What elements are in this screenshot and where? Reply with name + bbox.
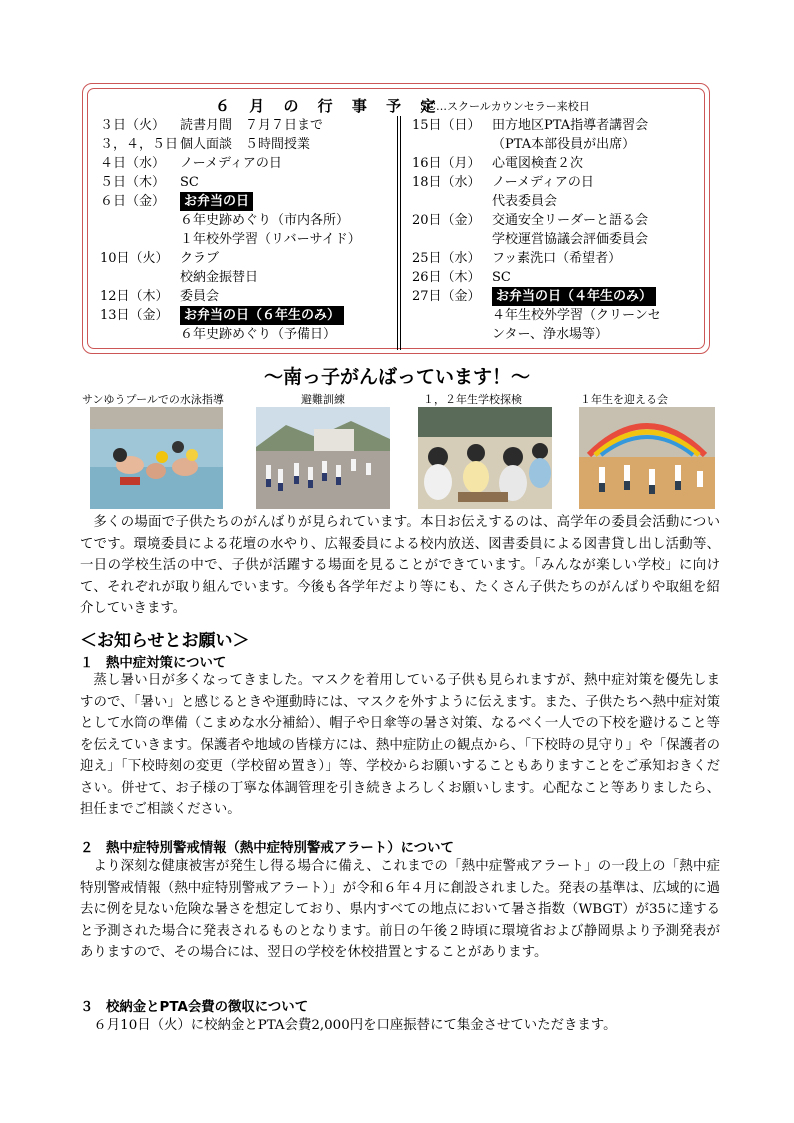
schedule-event: ノーメディアの日 xyxy=(180,156,282,171)
schedule-event: 読書月間 ７月７日まで xyxy=(180,118,324,133)
photo-evacuation xyxy=(256,407,390,509)
notice-1-number: １ xyxy=(80,656,94,671)
schedule-row xyxy=(100,173,392,192)
schedule-date: 12日（木） xyxy=(100,289,169,304)
schedule-event: ６年史跡めぐり（予備日） xyxy=(180,327,337,342)
schedule-row xyxy=(100,230,392,249)
notice-2-body: より深刻な健康被害が発生し得る場合に備え、これまでの「熱中症警戒アラート」の一段上の「熱中症特別警戒情報（熱中症特別警戒アラート）」が令和６年４月に創設されました。発表の基準は、広域的に過去に例を見ない危険な暑さを想定しており、県内すべての地点において暑さ指数（WBGT）が35に達すると予測された場合に発表されるものとなります。前日の午後２時頃に環境省および静岡県より予測発表がありますので、その場合には、翌日の学校を休校措置とすることがあります。 xyxy=(80,859,720,960)
schedule-event: １年校外学習（リバーサイド） xyxy=(180,232,361,247)
schedule-left-column xyxy=(100,116,392,344)
schedule-event: 校納金振替日 xyxy=(180,270,259,285)
schedule-row xyxy=(412,211,704,230)
notice-3-title xyxy=(80,996,308,1015)
photo-caption-school-tour: １，２年生学校探検 xyxy=(423,393,522,406)
schedule-date: 15日（日） xyxy=(412,118,481,133)
schedule-note: SC…スクールカウンセラー来校日 xyxy=(420,100,590,113)
schedule-event: 委員会 xyxy=(180,289,220,304)
notice-2-title-text: 熱中症特別警戒情報（熱中症特別警戒アラート）について xyxy=(106,841,454,856)
notice-2-title xyxy=(80,837,454,856)
schedule-row xyxy=(412,306,704,325)
schedule-event: SC xyxy=(492,270,511,285)
notice-3-title-text: 校納金とPTA会費の徴収について xyxy=(106,1000,309,1015)
schedule-date: ６日（金） xyxy=(100,194,166,209)
schedule-row xyxy=(100,249,392,268)
photo-swimming xyxy=(90,407,223,509)
photo-school-tour xyxy=(418,407,552,509)
schedule-date: 18日（水） xyxy=(412,175,481,190)
schedule-date: 16日（月） xyxy=(412,156,481,171)
photos-section-title: ～南っ子がんばっています！～ xyxy=(263,366,530,388)
schedule-event: （PTA本部役員が出席） xyxy=(492,137,636,152)
schedule-title: ６ 月 の 行 事 予 定 xyxy=(215,97,443,115)
schedule-row xyxy=(100,154,392,173)
schedule-event: ノーメディアの日 xyxy=(492,175,594,190)
schedule-event: 個人面談 ５時間授業 xyxy=(180,137,311,152)
schedule-row xyxy=(100,192,392,211)
schedule-event-highlight: お弁当の日 xyxy=(180,192,253,211)
schedule-event: ンター、浄水場等） xyxy=(492,327,608,342)
schedule-date: ４日（水） xyxy=(100,156,166,171)
schedule-row xyxy=(412,154,704,173)
schedule-date: 20日（金） xyxy=(412,213,481,228)
schedule-right-column xyxy=(412,116,704,344)
schedule-event: クラブ xyxy=(180,251,220,266)
schedule-date: ５日（木） xyxy=(100,175,166,190)
notice-1-title xyxy=(80,652,226,671)
schedule-row xyxy=(100,268,392,287)
notice-2-number: ２ xyxy=(80,841,94,856)
schedule-event-highlight: お弁当の日（４年生のみ） xyxy=(492,287,656,306)
schedule-event: 交通安全リーダーと語る会 xyxy=(492,213,649,228)
photo-caption-swimming: サンゆうプールでの水泳指導 xyxy=(82,393,224,406)
photo-welcome xyxy=(579,407,715,509)
schedule-row xyxy=(412,268,704,287)
notice-3-body: ６月10日（火）に校納金とPTA会費2,000円を口座振替にて集金させていただきます。 xyxy=(93,1018,617,1033)
schedule-event-highlight: お弁当の日（６年生のみ） xyxy=(180,306,344,325)
schedule-row xyxy=(412,325,704,344)
schedule-event: ４年生校外学習（クリーンセ xyxy=(492,308,661,323)
notice-3-number: ３ xyxy=(80,1000,94,1015)
schedule-event: ６年史跡めぐり（市内各所） xyxy=(180,213,350,228)
schedule-date: 25日（水） xyxy=(412,251,481,266)
notice-1-title-text: 熱中症対策について xyxy=(106,656,227,671)
schedule-row xyxy=(412,116,704,135)
schedule-row xyxy=(100,116,392,135)
photo-caption-welcome: １年生を迎える会 xyxy=(580,393,668,406)
schedule-row xyxy=(412,192,704,211)
schedule-date: ３，４，５日 xyxy=(100,137,179,152)
schedule-date: 13日（金） xyxy=(100,308,169,323)
schedule-event: 学校運営協議会評価委員会 xyxy=(492,232,649,247)
notice-1-body: 蒸し暑い日が多くなってきました。マスクを着用している子供も見られますが、熱中症対策を優先しますので、「暑い」と感じるときや運動時には、マスクを外すように伝えます。また、子供たちへ熱中症対策として水筒の準備（こまめな水分補給）、帽子や日傘等の暑さ対策、なるべく一人での下校を避けること等を伝えていきます。保護者や地域の皆様方には、熱中症防止の観点から、「下校時の見守り」や「保護者の迎え」「下校時刻の変更（学校留め置き）」等、学校からお願いすることもありますことをご承知おきください。併せて、お子様の丁寧な体調管理を引き続きよろしくお願いします。心配なこと等ありましたら、担任までご相談ください。 xyxy=(80,673,720,817)
schedule-date: 10日（火） xyxy=(100,251,169,266)
schedule-row xyxy=(100,325,392,344)
schedule-row xyxy=(412,230,704,249)
schedule-event: SC xyxy=(180,175,199,190)
schedule-row xyxy=(412,173,704,192)
schedule-row xyxy=(100,287,392,306)
schedule-date: ３日（火） xyxy=(100,118,166,133)
schedule-event: 心電図検査２次 xyxy=(492,156,584,171)
photos-body-text: 多くの場面で子供たちのがんばりが見られています。本日お伝えするのは、高学年の委員会活動についてです。環境委員による花壇の水やり、広報委員による校内放送、図書委員による図書貸し出し活動等、一日の学校生活の中で、子供が活躍する場面を見ることができています。「みんなが楽しい学校」に向けて、それぞれが取り組んでいます。今後も各学年だより等にも、たくさん子供たちのがんばりや取組を紹介していきます。 xyxy=(80,515,720,616)
schedule-row xyxy=(100,306,392,325)
schedule-event: フッ素洗口（希望者） xyxy=(492,251,622,266)
schedule-row xyxy=(100,135,392,154)
schedule-date: 26日（木） xyxy=(412,270,481,285)
schedule-row xyxy=(412,135,704,154)
schedule-row xyxy=(412,249,704,268)
notices-heading: ＜お知らせとお願い＞ xyxy=(80,631,250,651)
schedule-row xyxy=(100,211,392,230)
schedule-event: 代表委員会 xyxy=(492,194,558,209)
schedule-row xyxy=(412,287,704,306)
schedule-event: 田方地区PTA指導者講習会 xyxy=(492,118,649,133)
photo-caption-evacuation: 避難訓練 xyxy=(301,393,345,406)
schedule-divider xyxy=(397,116,401,350)
schedule-date: 27日（金） xyxy=(412,289,481,304)
